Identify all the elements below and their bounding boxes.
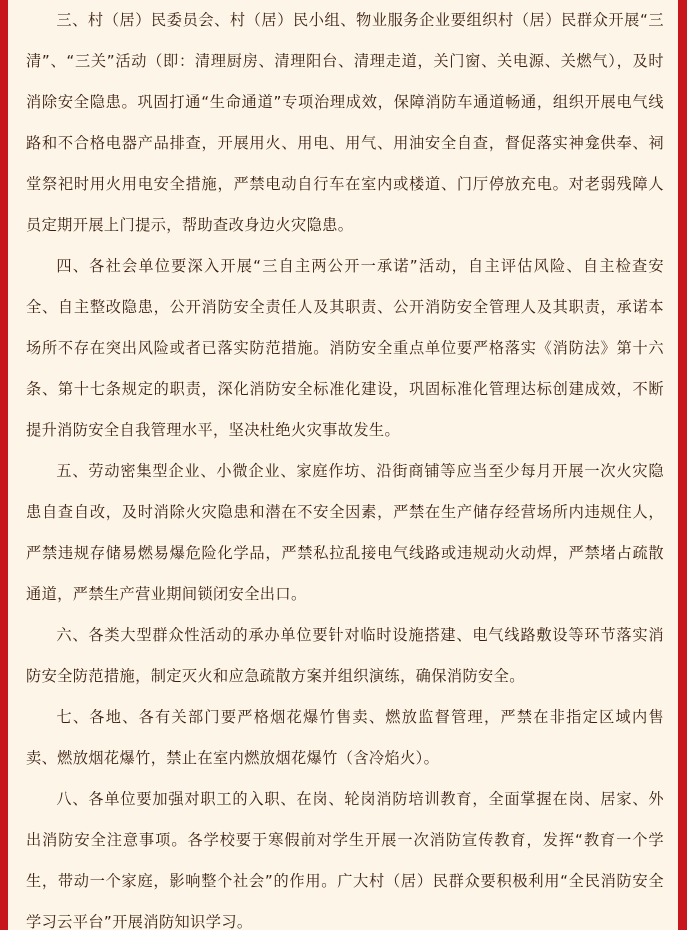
paragraph-4: 四、各社会单位要深入开展“三自主两公开一承诺”活动，自主评估风险、自主检查安全、自主整改隐患，公开消防安全责任人及其职责、公开消防安全管理人及其职责，承诺本场所不存在突出风险或者已落实防范措施。消防安全重点单位要严格落实《消防法》第十六条、第十七条规定的职责，深化消防安全标准化建设，巩固标准化管理达标创建成效，不断提升消防安全自我管理水平，坚决杜绝火灾事故发生。 <box>26 257 664 439</box>
paragraph-6: 六、各类大型群众性活动的承办单位要针对临时设施搭建、电气线路敷设等环节落实消防安全防范措施，制定灭火和应急疏散方案并组织演练，确保消防安全。 <box>26 626 664 685</box>
document-page <box>8 0 678 930</box>
paragraph-7: 七、各地、各有关部门要严格烟花爆竹售卖、燃放监督管理，严禁在非指定区域内售卖、燃放烟花爆竹，禁止在室内燃放烟花爆竹（含冷焰火）。 <box>26 708 664 767</box>
paragraph-3: 三、村（居）民委员会、村（居）民小组、物业服务企业要组织村（居）民群众开展“三清”、“三关”活动（即：清理厨房、清理阳台、清理走道，关门窗、关电源、关燃气），及时消除安全隐患。巩固打通“生命通道”专项治理成效，保障消防车通道畅通，组织开展电气线路和不合格电器产品排查，开展用火、用电、用气、用油安全自查，督促落实神龛供奉、祠堂祭祀时用火用电安全措施，严禁电动自行车在室内或楼道、门厅停放充电。对老弱残障人员定期开展上门提示，帮助查改身边火灾隐患。 <box>26 11 664 234</box>
paragraph-5: 五、劳动密集型企业、小微企业、家庭作坊、沿街商铺等应当至少每月开展一次火灾隐患自查自改，及时消除火灾隐患和潜在不安全因素，严禁在生产储存经营场所内违规住人，严禁违规存储易燃易爆危险化学品，严禁私拉乱接电气线路或违规动火动焊，严禁堵占疏散通道，严禁生产营业期间锁闭安全出口。 <box>26 462 664 603</box>
paragraph-8: 八、各单位要加强对职工的入职、在岗、轮岗消防培训教育，全面掌握在岗、居家、外出消防安全注意事项。各学校要于寒假前对学生开展一次消防宣传教育，发挥“教育一个学生，带动一个家庭，影响整个社会”的作用。广大村（居）民群众要积极利用“全民消防安全学习云平台”开展消防知识学习。 <box>26 790 664 930</box>
article-body <box>26 0 664 930</box>
